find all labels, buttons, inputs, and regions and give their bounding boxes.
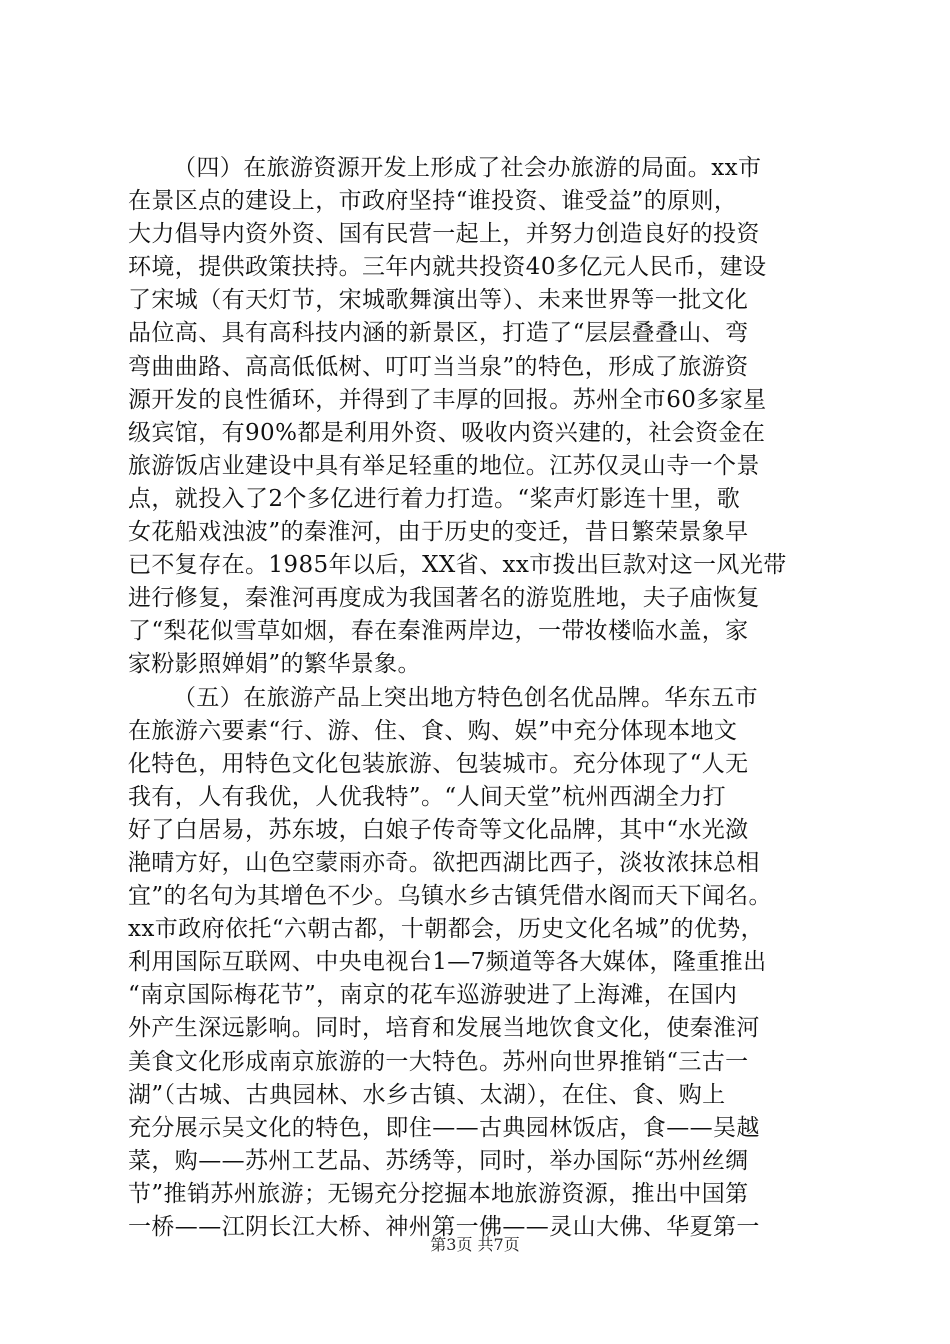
paragraph-4-line: 源开发的良性循环，并得到了丰厚的回报。苏州全市60多家星	[128, 386, 767, 413]
paragraph-4-line: 弯曲曲路、高高低低树、叮叮当当泉”的特色，形成了旅游资	[128, 353, 749, 380]
paragraph-5-line: 充分展示吴文化的特色，即住——古典园林饭店，食——吴越	[128, 1114, 760, 1141]
paragraph-5-line: （五）在旅游产品上突出地方特色创名优品牌。华东五市	[173, 684, 758, 711]
paragraph-4-line: 家粉影照婵娟”的繁华景象。	[128, 651, 421, 678]
paragraph-4-line: 了“梨花似雪草如烟，春在秦淮两岸边，一带妆楼临水盖，家	[128, 618, 749, 645]
paragraph-4-line: 女花船戏浊波”的秦淮河，由于历史的变迁，昔日繁荣景象早	[128, 519, 749, 546]
paragraph-4-line: 旅游饭店业建设中具有举足轻重的地位。江苏仅灵山寺一个景	[128, 452, 760, 479]
paragraph-4-line: 品位高、具有高科技内涵的新景区，打造了“层层叠叠山、弯	[128, 320, 749, 347]
paragraph-5-line: 我有，人有我优，人优我特”。“人间天堂”杭州西湖全力打	[128, 783, 727, 810]
paragraph-5-line: 化特色，用特色文化包装旅游、包装城市。充分体现了“人无	[128, 750, 749, 777]
paragraph-5-line: xx市政府依托“六朝古都，十朝都会，历史文化名城”的优势，	[128, 916, 765, 943]
paragraph-4-line: 大力倡导内资外资、国有民营一起上，并努力创造良好的投资	[128, 221, 760, 248]
paragraph-4-line: 级宾馆，有90%都是利用外资、吸收内资兴建的，社会资金在	[128, 419, 766, 446]
paragraph-4-line: 环境，提供政策扶持。三年内就共投资40多亿元人民币，建设	[128, 254, 767, 281]
paragraph-5-line: 菜，购——苏州工艺品、苏绣等，同时，举办国际“苏州丝绸	[128, 1147, 749, 1174]
paragraph-5-line: 湖”（古城、古典园林、水乡古镇、太湖），在住、食、购上	[128, 1081, 726, 1108]
paragraph-4-line: 在景区点的建设上，市政府坚持“谁投资、谁受益”的原则，	[128, 188, 738, 215]
paragraph-5-line: 美食文化形成南京旅游的一大特色。苏州向世界推销“三古一	[128, 1048, 749, 1075]
paragraph-5-line: 利用国际互联网、中央电视台1—7频道等各大媒体，隆重推出	[128, 949, 767, 976]
paragraph-4-line: 已不复存在。1985年以后，XX省、xx市拨出巨款对这一风光带	[128, 552, 787, 579]
paragraph-5-line: 好了白居易，苏东坡，白娘子传奇等文化品牌，其中“水光潋	[128, 816, 749, 843]
paragraph-5-line: “南京国际梅花节”，南京的花车巡游驶进了上海滩，在国内	[128, 982, 738, 1009]
paragraph-4-line: 了宋城（有天灯节，宋城歌舞演出等）、未来世界等一批文化	[128, 287, 749, 314]
paragraph-5-line: 节”推销苏州旅游；无锡充分挖掘本地旅游资源，推出中国第	[128, 1180, 749, 1207]
paragraph-4-line: （四）在旅游资源开发上形成了社会办旅游的局面。xx市	[173, 155, 762, 181]
paragraph-5-line: 一桥——江阴长江大桥、神州第一佛——灵山大佛、华夏第一	[128, 1214, 760, 1240]
paragraph-4-line: 进行修复，秦淮河再度成为我国著名的游览胜地，夫子庙恢复	[128, 585, 760, 612]
page-number-footer: 第3页 共7页	[430, 1235, 520, 1254]
paragraph-4-line: 点，就投入了2个多亿进行着力打造。“桨声灯影连十里，歌	[128, 485, 741, 512]
body-text	[128, 152, 838, 1244]
paragraph-5-line: 滟晴方好，山色空蒙雨亦奇。欲把西湖比西子，淡妆浓抹总相	[128, 849, 760, 876]
paragraph-5-line: 外产生深远影响。同时，培育和发展当地饮食文化，使秦淮河	[128, 1015, 760, 1042]
paragraph-5-line: 在旅游六要素“行、游、住、食、购、娱”中充分体现本地文	[128, 717, 738, 744]
paragraph-5-line: 宜”的名句为其增色不少。乌镇水乡古镇凭借水阁而天下闻名。	[128, 883, 772, 910]
